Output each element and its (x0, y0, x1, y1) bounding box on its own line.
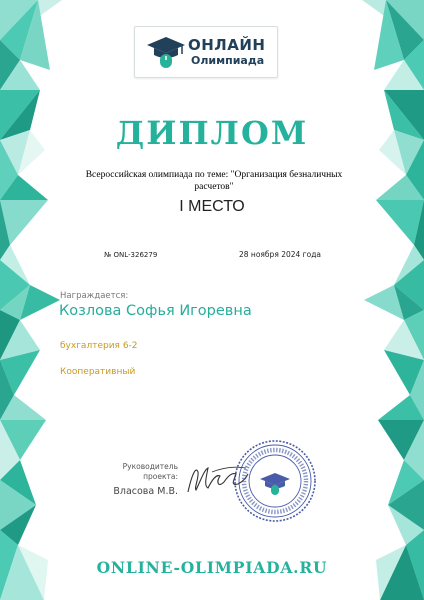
signer-name: Власова М.В. (113, 486, 178, 497)
diploma-number: № ONL-326279 (104, 251, 158, 259)
recipient-group: бухгалтерия 6-2 (60, 341, 138, 351)
logo (134, 26, 278, 78)
diploma-title: ДИПЛОМ (115, 114, 309, 152)
place-label: I МЕСТО (179, 198, 245, 215)
official-stamp (232, 438, 318, 524)
website-footer: ONLINE-OLIMPIADA.RU (96, 558, 328, 577)
stamp-cap-icon (260, 473, 290, 495)
diploma-date: 28 ноября 2024 года (239, 250, 321, 259)
logo-line-1: ОНЛАЙН (188, 36, 266, 54)
logo-line-2: Олимпиада (191, 54, 265, 67)
recipient-organization: Кооперативный (60, 367, 136, 377)
olympiad-subject: Всероссийская олимпиада по теме: "Организация безналичных расчетов" (85, 170, 343, 192)
signer-role: Руководитель проекта: (122, 462, 178, 481)
awarded-label: Награждается: (60, 291, 129, 301)
recipient-name: Козлова Софья Игоревна (59, 303, 252, 319)
graduation-cap-mouse-icon (145, 35, 187, 69)
